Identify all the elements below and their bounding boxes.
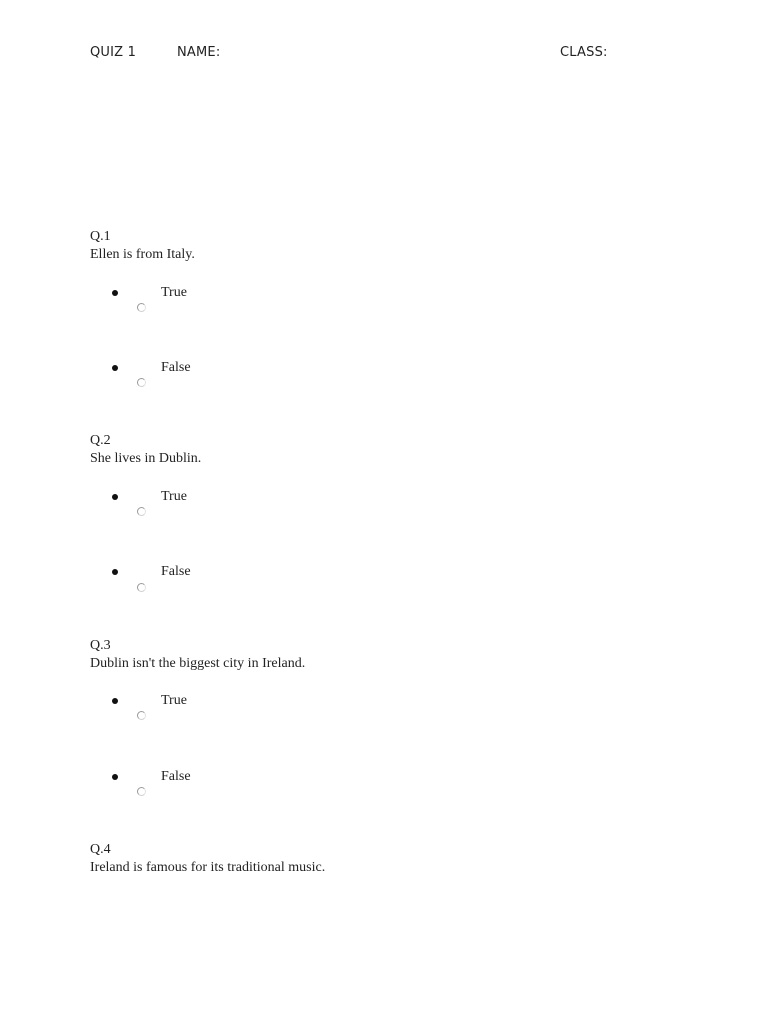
radio-button[interactable] <box>137 787 146 796</box>
question-number: Q.4 <box>90 842 111 857</box>
question-text: She lives in Dublin. <box>90 451 202 466</box>
option-label: True <box>161 489 187 504</box>
option-label: False <box>161 564 191 579</box>
bullet-icon <box>112 290 118 296</box>
bullet-icon <box>112 698 118 704</box>
bullet-icon <box>112 569 118 575</box>
question-text: Ireland is famous for its traditional music. <box>90 860 326 875</box>
radio-button[interactable] <box>137 303 146 312</box>
name-label: NAME: <box>177 45 221 60</box>
bullet-icon <box>112 774 118 780</box>
option-label: False <box>161 360 191 375</box>
question-number: Q.2 <box>90 433 111 448</box>
option-label: False <box>161 769 191 784</box>
question-number: Q.3 <box>90 638 111 653</box>
bullet-icon <box>112 365 118 371</box>
class-label: CLASS: <box>560 45 608 60</box>
bullet-icon <box>112 494 118 500</box>
radio-button[interactable] <box>137 583 146 592</box>
quiz-title: QUIZ 1 <box>90 45 137 60</box>
question-number: Q.1 <box>90 229 111 244</box>
radio-button[interactable] <box>137 378 146 387</box>
question-text: Dublin isn't the biggest city in Ireland. <box>90 656 306 671</box>
option-label: True <box>161 285 187 300</box>
radio-button[interactable] <box>137 507 146 516</box>
radio-button[interactable] <box>137 711 146 720</box>
option-label: True <box>161 693 187 708</box>
question-text: Ellen is from Italy. <box>90 247 195 262</box>
